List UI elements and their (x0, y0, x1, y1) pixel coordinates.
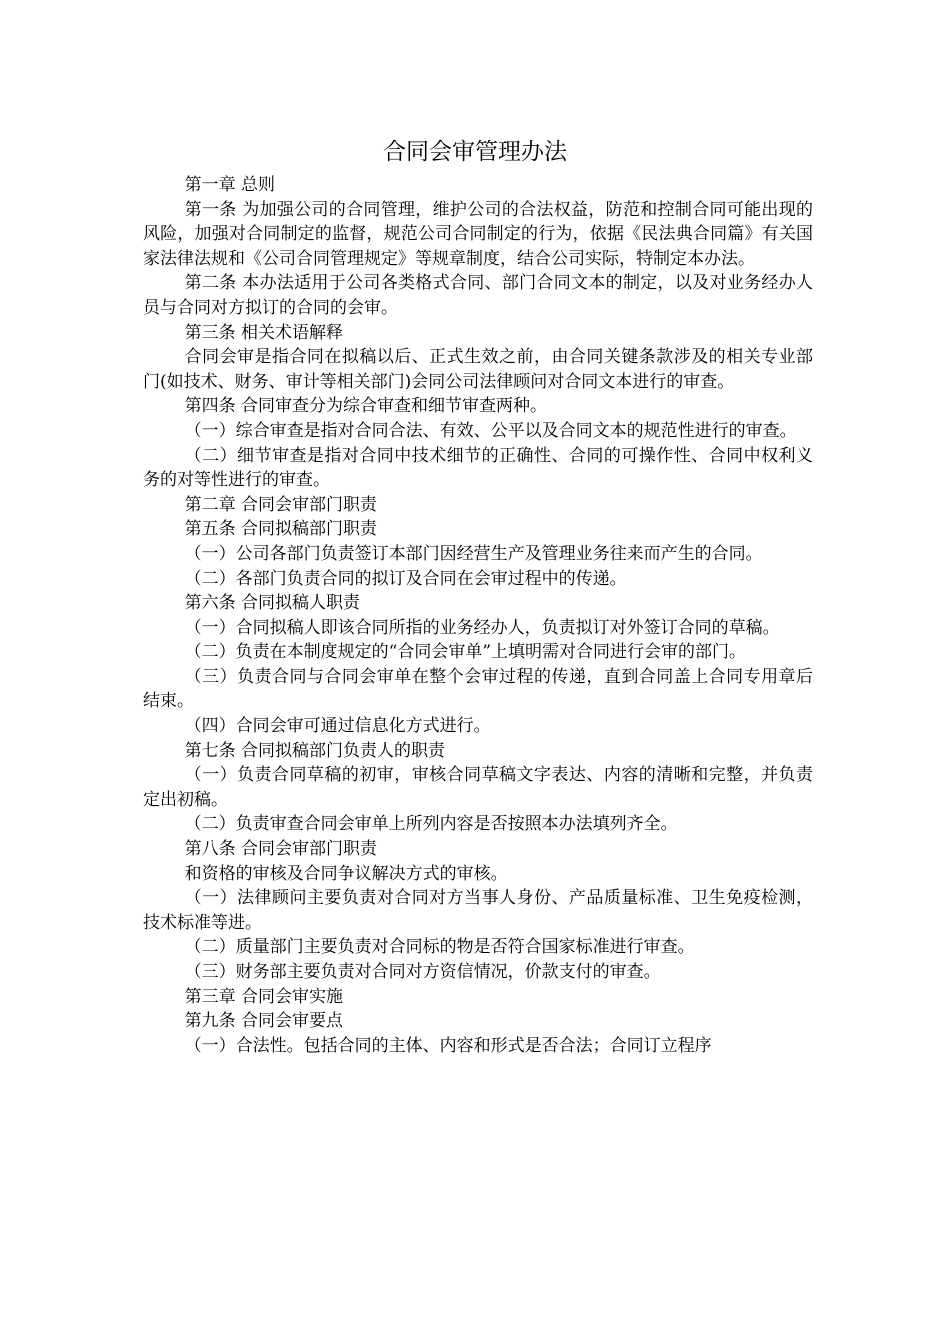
document-title: 合同会审管理办法 (383, 139, 567, 165)
chapter-heading: 第一章 总则 (184, 175, 276, 195)
clause-paragraph: （二）质量部门主要负责对合同标的物是否符合国家标准进行审查。 (184, 937, 695, 958)
article-paragraph: 第四条 合同审查分为综合审查和细节审查两种。 (184, 396, 548, 417)
chapter-heading: 第三章 合同会审实施 (184, 986, 344, 1007)
chapter-heading: 第二章 合同会审部门职责 (184, 494, 378, 515)
clause-paragraph: （三）财务部主要负责对合同对方资信情况，价款支付的审查。 (184, 962, 661, 982)
clause-paragraph: （二）细节审查是指对合同中技术细节的正确性、合同的可操作性、合同中权利义务的对等性进行的审查。 (143, 445, 813, 491)
clause-paragraph: （二）负责在本制度规定的“合同会审单”上填明需对合同进行会审的部门。 (184, 642, 747, 663)
clause-paragraph: （二）负责审查合同会审单上所列内容是否按照本办法填列齐全。 (184, 814, 678, 835)
body-paragraph: 合同会审是指合同在拟稿以后、正式生效之前，由合同关键条款涉及的相关专业部门(如技术、财务、审计等相关部门)会同公司法律顾问对合同文本进行的审查。 (143, 347, 813, 392)
clause-paragraph: （一）合法性。包括合同的主体、内容和形式是否合法；合同订立程序 (184, 1035, 712, 1056)
article-paragraph: 第七条 合同拟稿部门负责人的职责 (184, 740, 446, 761)
article-paragraph: 第三条 相关术语解释 (184, 322, 344, 343)
article-paragraph: 第一条 为加强公司的合同管理，维护公司的合法权益，防范和控制合同可能出现的风险，加强对合同制定的监督，规范公司合同制定的行为，依据《民法典合同篇》有关国家法律法规和《公司合同管理规定》等规章制度，结合公司实际，特制定本办法。 (143, 199, 813, 269)
clause-paragraph: （一）合同拟稿人即该合同所指的业务经办人，负责拟订对外签订合同的草稿。 (184, 617, 780, 638)
article-paragraph: 第九条 合同会审要点 (184, 1011, 344, 1032)
clause-paragraph: （一）综合审查是指对合同合法、有效、公平以及合同文本的规范性进行的审查。 (184, 420, 797, 441)
clause-paragraph: （一）法律顾问主要负责对合同对方当事人身份、产品质量标准、卫生免疫检测，技术标准等进。 (143, 888, 813, 933)
article-paragraph: 第八条 合同会审部门职责 (184, 839, 378, 860)
body-paragraph: 和资格的审核及合同争议解决方式的审核。 (184, 863, 508, 884)
clause-paragraph: （一）公司各部门负责签订本部门因经营生产及管理业务往来而产生的合同。 (184, 543, 763, 564)
clause-paragraph: （一）负责合同草稿的初审，审核合同草稿文字表达、内容的清晰和完整，并负责定出初稿。 (143, 765, 813, 810)
clause-paragraph: （二）各部门负责合同的拟订及合同在会审过程中的传递。 (184, 568, 627, 589)
clause-paragraph: （四）合同会审可通过信息化方式进行。 (184, 716, 491, 737)
clause-paragraph: （三）负责合同与合同会审单在整个会审过程的传递，直到合同盖上合同专用章后结束。 (143, 666, 813, 712)
article-paragraph: 第五条 合同拟稿部门职责 (184, 519, 378, 540)
document-body (143, 173, 813, 1058)
article-paragraph: 第二条 本办法适用于公司各类格式合同、部门合同文本的制定，以及对业务经办人员与合同对方拟订的合同的会审。 (143, 273, 813, 318)
article-paragraph: 第六条 合同拟稿人职责 (184, 593, 361, 614)
